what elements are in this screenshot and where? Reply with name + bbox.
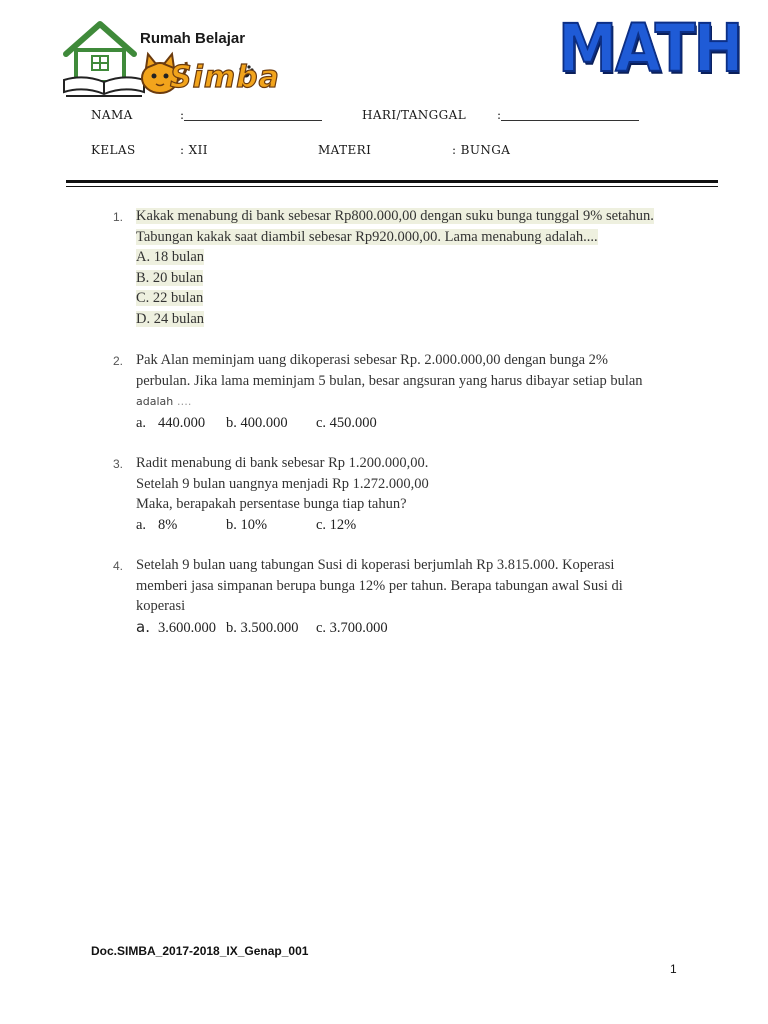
answer-option[interactable]: 3.600.000 [158, 619, 216, 636]
answer-option[interactable]: b. 10% [226, 516, 268, 533]
answer-option-letter[interactable]: a. [136, 414, 147, 431]
nama-colon: : [180, 108, 185, 122]
answer-option[interactable]: 8% [158, 516, 178, 533]
answer-option-letter[interactable]: a. [136, 516, 147, 533]
question-text-line: Setelah 9 bulan uangnya menjadi Rp 1.272.000,00 [136, 475, 429, 492]
hari-tanggal-field[interactable] [497, 108, 639, 122]
nama-label: NAMA [91, 108, 133, 122]
header-divider-thick [66, 180, 718, 183]
nama-field[interactable] [180, 108, 322, 122]
kelas-value: : XII [180, 143, 208, 157]
answer-option[interactable]: b. 3.500.000 [226, 619, 299, 636]
question-text-line: Pak Alan meminjam uang dikoperasi sebesar Rp. 2.000.000,00 dengan bunga 2% [136, 352, 608, 368]
question-text-line: Maka, berapakah persentase bunga tiap tahun? [136, 496, 407, 513]
answer-option[interactable]: c. 3.700.000 [316, 619, 388, 636]
question-number: 2. [113, 354, 124, 368]
logo-simba-wordmark: Simba [170, 60, 280, 95]
page-number: 1 [670, 962, 677, 976]
question-tail-word: adalah [136, 395, 174, 409]
question-text-line: Kakak menabung di bank sebesar Rp800.000,00 dengan suku bunga tunggal 9% setahun. [136, 208, 654, 224]
materi-value: : BUNGA [452, 143, 511, 157]
question-number: 1. [113, 210, 124, 224]
answer-option[interactable]: c. 450.000 [316, 414, 377, 431]
hari-tanggal-blank [501, 108, 639, 121]
answer-option[interactable]: c. 12% [316, 516, 357, 533]
materi-label: MATERI [318, 143, 372, 157]
answer-option[interactable]: 440.000 [158, 414, 206, 431]
question-tail-dots: …. [176, 395, 192, 409]
answer-option[interactable]: A. 18 bulan [136, 249, 205, 266]
document-id: Doc.SIMBA_2017-2018_IX_Genap_001 [91, 944, 309, 958]
nama-blank [184, 108, 322, 121]
question-text-line: perbulan. Jika lama meminjam 5 bulan, besar angsuran yang harus dibayar setiap bulan [136, 372, 643, 389]
question-text-line: Tabungan kakak saat diambil sebesar Rp920.000,00. Lama menabung adalah.... [136, 228, 598, 245]
logo-title: Rumah Belajar [140, 30, 246, 47]
answer-option[interactable]: b. 400.000 [226, 414, 288, 431]
answer-option[interactable]: C. 22 bulan [136, 290, 204, 307]
question-number: 3. [113, 457, 124, 471]
hari-tanggal-colon: : [497, 108, 502, 122]
kelas-label: KELAS [91, 143, 136, 157]
question-text-line: Radit menabung di bank sebesar Rp 1.200.000,00. [136, 455, 429, 471]
hari-tanggal-label: HARI/TANGGAL [362, 108, 467, 122]
question-number: 4. [113, 559, 124, 573]
answer-option[interactable]: D. 24 bulan [136, 310, 205, 327]
question-text-line: memberi jasa simpanan berupa bunga 12% per tahun. Berapa tabungan awal Susi di [136, 577, 623, 594]
math-badge: MATH [558, 10, 742, 87]
question-text-line: koperasi [136, 598, 186, 615]
question-text-line: Setelah 9 bulan uang tabungan Susi di koperasi berjumlah Rp 3.815.000. Koperasi [136, 557, 615, 573]
answer-option-letter[interactable]: a. [136, 617, 150, 636]
header-divider-thin [66, 186, 718, 187]
answer-option[interactable]: B. 20 bulan [136, 269, 204, 286]
